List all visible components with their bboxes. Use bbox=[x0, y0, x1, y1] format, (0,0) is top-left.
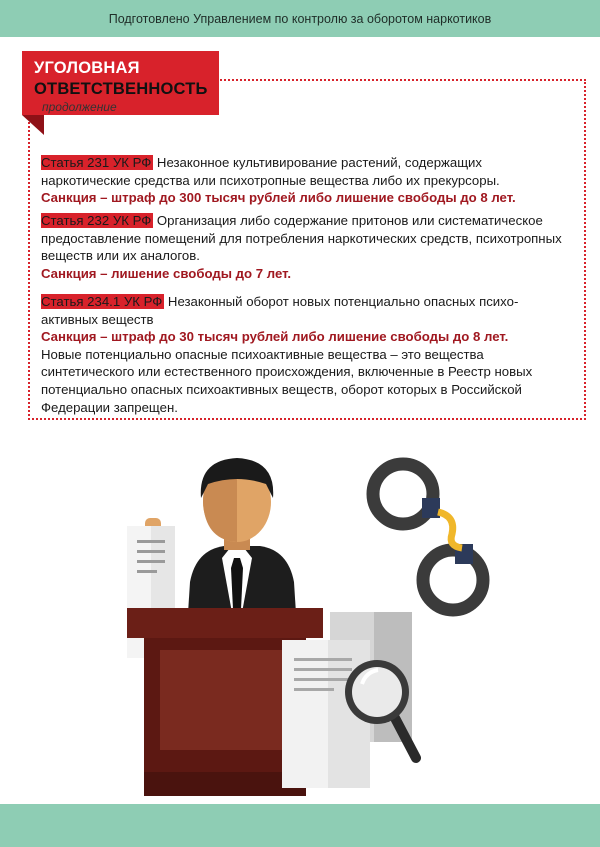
title-line-1: УГОЛОВНАЯ bbox=[34, 59, 140, 77]
article-text: Организация либо содержание притонов или систематическое предоставление помещений для потребления наркотических средств, психотропных веществ или их аналогов. bbox=[41, 213, 562, 264]
article-sanction: Санкция – лишение свободы до 7 лет. bbox=[41, 265, 292, 281]
article-sanction: Санкция – штраф до 30 тысяч рублей либо лишение свободы до 8 лет. bbox=[41, 329, 509, 345]
article-note: Новые потенциально опасные психоактивные вещества – это вещества синтетического или естественного происхождения, включенные в Реестр новых потенциально опасных психоактивных веществ, оборот которых в Российской Федерации запрещен. bbox=[41, 346, 533, 415]
footer-band bbox=[0, 804, 600, 847]
illustration bbox=[0, 440, 600, 804]
article-234-1 bbox=[41, 293, 571, 416]
header-text: Подготовлено Управлением по контролю за оборотом наркотиков bbox=[108, 11, 492, 26]
handcuffs-icon bbox=[373, 464, 483, 610]
header-band bbox=[0, 0, 600, 37]
title-banner-fold bbox=[22, 115, 44, 135]
article-text: Незаконный оборот новых потенциально опасных психо-активных веществ bbox=[41, 294, 519, 327]
title-line-2: ОТВЕТСТВЕННОСТЬ bbox=[34, 80, 208, 98]
article-tag: Статья 234.1 УК РФ bbox=[41, 294, 163, 309]
article-tag: Статья 231 УК РФ bbox=[41, 155, 152, 170]
title-subtitle: продолжение bbox=[42, 100, 117, 114]
article-sanction: Санкция – штраф до 300 тысяч рублей либо лишение свободы до 8 лет. bbox=[41, 190, 516, 206]
article-231 bbox=[41, 154, 571, 207]
article-tag: Статья 232 УК РФ bbox=[41, 213, 152, 228]
article-text: Незаконное культивирование растений, содержащих наркотические средства или психотропные вещества либо их прекурсоры. bbox=[41, 155, 500, 188]
article-232 bbox=[41, 212, 571, 282]
